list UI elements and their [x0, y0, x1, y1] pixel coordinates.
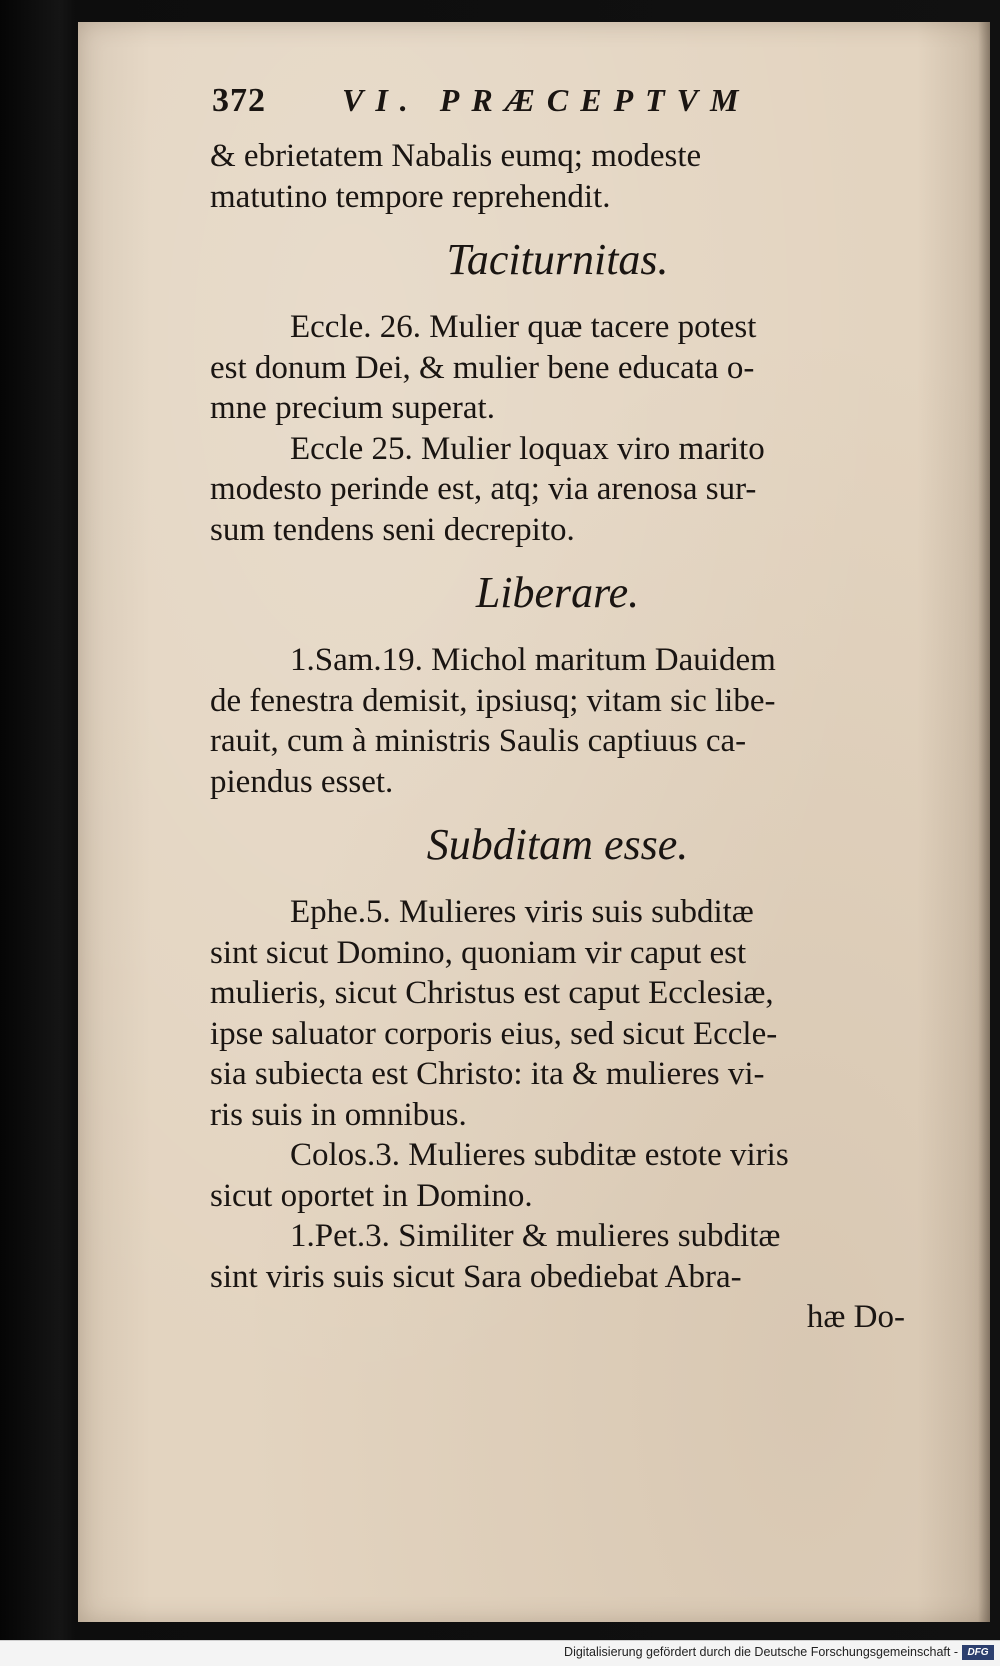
- page-edge-shadow: [978, 22, 990, 1622]
- text-line: sum tendens seni decrepito.: [210, 511, 575, 548]
- catchword: hæ Do-: [806, 1299, 905, 1335]
- dfg-logo: DFG: [962, 1645, 994, 1660]
- section-heading: Liberare.: [475, 568, 640, 617]
- paragraph: [210, 429, 905, 551]
- text-line: Ephe.5. Mulieres viris suis subditæ: [290, 894, 754, 930]
- text-line: Eccle 25. Mulier loquax viro marito: [290, 430, 765, 467]
- text-line: 1.Sam.19. Michol maritum Dauidem: [290, 642, 776, 678]
- text-line: & ebrietatem Nabalis eumq; modeste: [210, 138, 702, 174]
- text-line: ipse saluator corporis eius, sed sicut Eccle-: [210, 1015, 778, 1052]
- paragraph: [210, 136, 905, 217]
- section-heading: Subditam esse.: [426, 820, 689, 869]
- text-line: sicut oportet in Domino.: [210, 1177, 533, 1214]
- text-line: 1.Pet.3. Similiter & mulieres subditæ: [290, 1218, 781, 1254]
- section-heading: Taciturnitas.: [446, 235, 669, 284]
- text-line: sint viris suis sicut Sara obediebat Abra-: [210, 1258, 742, 1295]
- footer-bar: [0, 1640, 1000, 1666]
- text-line: est donum Dei, & mulier bene educata o-: [210, 349, 755, 386]
- text-line: Eccle. 26. Mulier quæ tacere potest: [290, 309, 757, 345]
- paragraph: [210, 640, 905, 802]
- text-line: piendus esset.: [210, 763, 394, 800]
- paragraph: [210, 1135, 905, 1216]
- running-title: VI. PRÆCEPTVM: [342, 82, 751, 118]
- text-line: sint sicut Domino, quoniam vir caput est: [210, 934, 747, 971]
- text-line: mulieris, sicut Christus est caput Ecclesiæ,: [210, 975, 774, 1011]
- text-block: [210, 136, 905, 1338]
- text-line: Colos.3. Mulieres subditæ estote viris: [290, 1137, 789, 1173]
- text-line: de fenestra demisit, ipsiusq; vitam sic libe-: [210, 682, 776, 719]
- text-line: modesto perinde est, atq; via arenosa sur-: [210, 471, 757, 507]
- footer-credit: Digitalisierung gefördert durch die Deutsche Forschungsgemeinschaft -: [564, 1645, 958, 1659]
- page-header: [212, 82, 812, 132]
- text-line: sia subiecta est Christo: ita & mulieres vi-: [210, 1056, 765, 1092]
- text-line: matutino tempore reprehendit.: [210, 178, 611, 215]
- page-number: 372: [212, 82, 266, 119]
- paragraph: [210, 307, 905, 429]
- paragraph: [210, 1216, 905, 1297]
- text-line: mne precium superat.: [210, 390, 495, 426]
- text-line: rauit, cum à ministris Saulis captiuus ca-: [210, 723, 747, 759]
- paragraph: [210, 892, 905, 1135]
- text-line: ris suis in omnibus.: [210, 1096, 467, 1133]
